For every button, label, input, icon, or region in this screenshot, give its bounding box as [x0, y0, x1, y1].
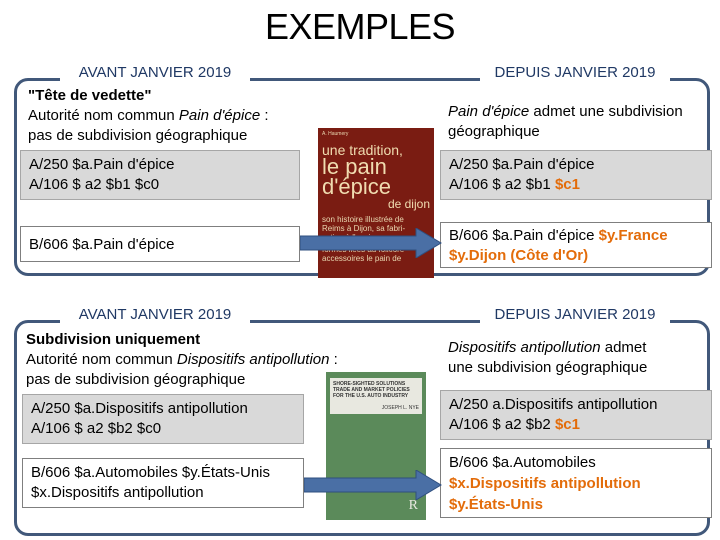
- intro-term: Pain d'épice: [178, 107, 261, 124]
- intro-line: géographique: [448, 123, 540, 140]
- intro-line-heading: "Tête de vedette": [28, 87, 152, 104]
- book-logo: R: [408, 498, 418, 513]
- intro-line-authority: [26, 350, 406, 370]
- section2-right-box2: [440, 448, 712, 518]
- code-line: $x.Dispositifs antipollution: [31, 484, 204, 501]
- intro-text: admet: [600, 339, 647, 356]
- section2-right-heading: DEPUIS JANVIER 2019: [480, 306, 670, 323]
- intro-text: :: [260, 107, 269, 124]
- intro-term: Dispositifs antipollution: [448, 339, 601, 356]
- intro-line: [448, 102, 714, 122]
- intro-line: une subdivision géographique: [448, 359, 648, 376]
- code-line: A/250 $a.Pain d'épice: [449, 156, 595, 173]
- book-author: JOSEPH L. NYE: [381, 405, 419, 411]
- section2-left-box2: [22, 458, 304, 508]
- book-title-line: une tradition,: [322, 142, 403, 158]
- code-line: A/250 $a.Pain d'épice: [29, 156, 175, 173]
- arrow-right-icon: [300, 228, 442, 258]
- intro-text: Autorité nom commun: [26, 351, 177, 368]
- code-line: A/106 $ a2 $b2 $c0: [31, 420, 162, 437]
- intro-text: admet une subdivision: [529, 103, 683, 120]
- code-line: A/250 $a.Dispositifs antipollution: [31, 400, 248, 417]
- intro-line-authority: [28, 106, 318, 126]
- intro-term: Pain d'épice: [448, 103, 530, 120]
- page-title: EXEMPLES: [264, 6, 456, 47]
- highlight-code: $y.France: [598, 227, 668, 244]
- section1-right-intro: [448, 102, 714, 142]
- section1-left-box1: [20, 150, 300, 200]
- book-author: A. Haumery: [322, 131, 349, 137]
- intro-line-note: pas de subdivision géographique: [26, 371, 246, 388]
- section2-right-intro: [448, 338, 714, 378]
- code-line: [449, 175, 703, 195]
- section2-right-box1: [440, 390, 712, 440]
- code-line: B/606 $a.Automobiles: [449, 454, 596, 471]
- code-text: A/106 $ a2 $b1: [449, 176, 555, 193]
- highlight-code: $y.Dijon (Côte d'Or): [449, 247, 589, 264]
- section1-left-box2: [20, 226, 300, 262]
- section1-right-heading: DEPUIS JANVIER 2019: [480, 64, 670, 81]
- book-title-line: FOR THE U.S. AUTO INDUSTRY: [333, 393, 409, 399]
- code-line: B/606 $a.Automobiles $y.États-Unis: [31, 464, 271, 481]
- book-title-line: de dijon: [387, 197, 430, 211]
- intro-line-heading: Subdivision uniquement: [26, 331, 201, 348]
- book-subtitle-line: son histoire illustrée de: [322, 215, 404, 224]
- section1-right-box2: [440, 222, 712, 268]
- section2-left-heading: AVANT JANVIER 2019: [60, 306, 250, 323]
- book-title-block: [330, 378, 422, 414]
- code-line: [449, 415, 703, 435]
- code-line: A/250 a.Dispositifs antipollution: [449, 396, 658, 413]
- book-subtitle-line: accessoires le pain de: [322, 254, 402, 263]
- intro-line-note: pas de subdivision géographique: [28, 127, 248, 144]
- book-title-line: d'épice: [322, 174, 392, 199]
- arrow-right-icon: [304, 470, 442, 500]
- book-title-line: le pain: [322, 154, 387, 179]
- code-text: A/106 $ a2 $b2: [449, 416, 555, 433]
- book-title-line: TRADE AND MARKET POLICIES: [333, 387, 410, 393]
- intro-text: Autorité nom commun: [28, 107, 179, 124]
- section1-left-intro: [28, 86, 318, 146]
- intro-text: :: [329, 351, 338, 368]
- code-line: B/606 $a.Pain d'épice: [29, 236, 175, 253]
- highlight-code: $y.États-Unis: [449, 496, 543, 513]
- code-line: A/106 $ a2 $b1 $c0: [29, 176, 160, 193]
- section1-left-heading: AVANT JANVIER 2019: [60, 64, 250, 81]
- section1-right-box1: [440, 150, 712, 200]
- highlight-code: $c1: [554, 416, 580, 433]
- highlight-code: $x.Dispositifs antipollution: [449, 475, 641, 492]
- intro-line: [448, 338, 714, 358]
- code-text: B/606 $a.Pain d'épice: [449, 227, 599, 244]
- book-title-line: SHORE-SIGHTED SOLUTIONS: [333, 381, 406, 387]
- intro-term: Dispositifs antipollution: [176, 351, 330, 368]
- book-subtitle-line: Reims à Dijon, sa fabri-: [322, 224, 406, 233]
- highlight-code: $c1: [554, 176, 580, 193]
- code-line: [449, 226, 703, 246]
- section2-left-box1: [22, 394, 304, 444]
